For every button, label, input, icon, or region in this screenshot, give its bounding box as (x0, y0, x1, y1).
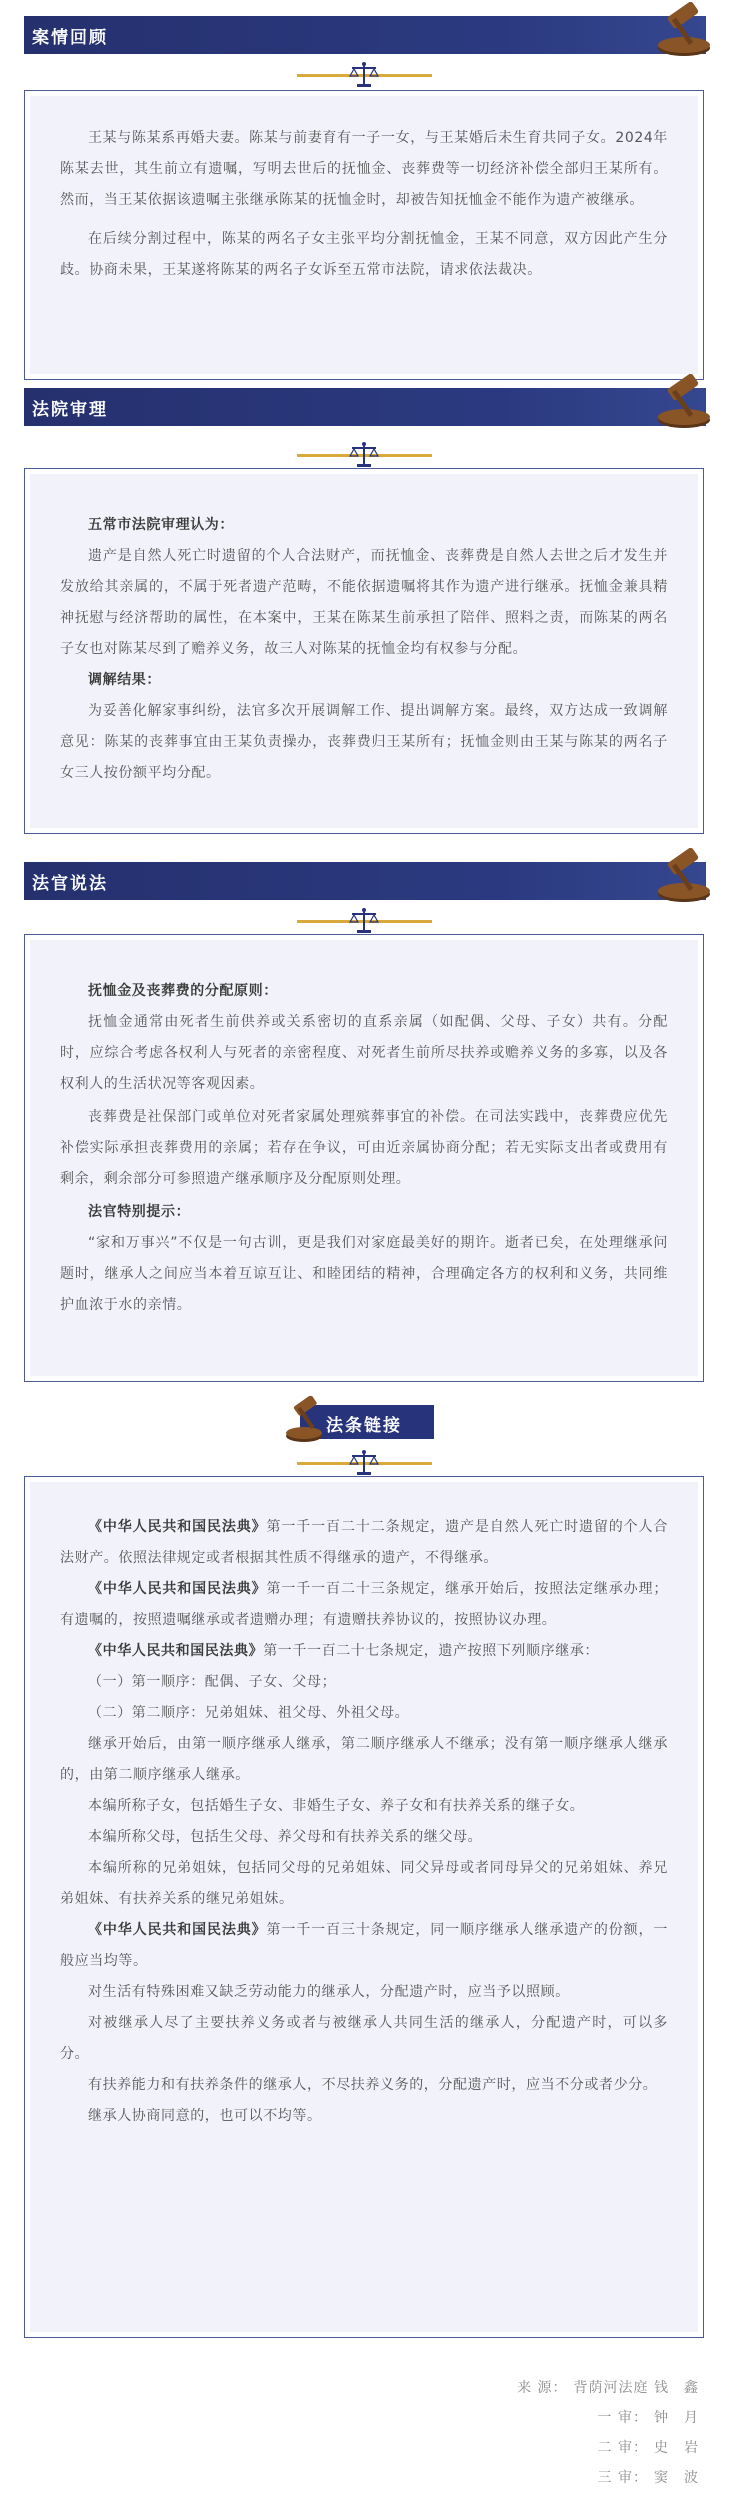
gavel-icon (282, 1396, 326, 1446)
paragraph: 遗产是自然人死亡时遗留的个人合法财产，而抚恤金、丧葬费是自然人去世之后才发生并发放给其亲属的，不属于死者遗产范畴，不能依据遗嘱将其作为遗产进行继承。抚恤金兼具精神抚慰与经济帮助的属性，在本案中，王某在陈某生前承担了陪伴、照料之责，而陈某的两名子女也对陈某尽到了赡养义务，故三人对陈某的抚恤金均有权参与分配。 (60, 548, 668, 657)
credits (399, 2373, 699, 2493)
subheading: 调解结果： (88, 672, 161, 688)
law-article (60, 1512, 668, 1574)
credit-label: 一 审： (597, 2410, 648, 2426)
credit-label: 二 审： (597, 2440, 648, 2456)
gavel-icon (648, 2, 712, 60)
scale-divider (0, 1448, 729, 1478)
list-item: （二）第二顺序：兄弟姐妹、祖父母、外祖父母。 (88, 1705, 410, 1721)
paragraph: 王某与陈某系再婚夫妻。陈某与前妻育有一子一女，与王某婚后未生育共同子女。2024年陈某去世，其生前立有遗嘱，写明去世后的抚恤金、丧葬费等一切经济补偿全部归王某所有。然而，当王某依据该遗嘱主张继承陈某的抚恤金时，却被告知抚恤金不能作为遗产被继承。 (60, 130, 668, 208)
court-review-box (24, 468, 704, 834)
paragraph: 对生活有特殊困难又缺乏劳动能力的继承人，分配遗产时，应当予以照顾。 (88, 1984, 570, 2000)
article-text: 第一千一百三十条规定，同一顺序继承人继承遗产的份额，一般应当均等。 (60, 1922, 668, 1969)
law-article (60, 1574, 668, 1636)
paragraph: “家和万事兴”不仅是一句古训，更是我们对家庭最美好的期许。逝者已矣，在处理继承问题时，继承人之间应当本着互谅互让、和睦团结的精神，合理确定各方的权利和义务，共同维护血浓于水的亲情。 (60, 1235, 668, 1313)
article-text: 第一千一百二十三条规定，继承开始后，按照法定继承办理；有遗嘱的，按照遗嘱继承或者遗赠办理；有遗赠扶养协议的，按照协议办理。 (60, 1581, 668, 1628)
paragraph: 本编所称的兄弟姐妹，包括同父母的兄弟姐妹、同父异母或者同母异父的兄弟姐妹、养兄弟姐妹、有扶养关系的继兄弟姐妹。 (60, 1860, 668, 1907)
paragraph: 继承开始后，由第一顺序继承人继承，第二顺序继承人不继承；没有第一顺序继承人继承的，由第二顺序继承人继承。 (60, 1736, 668, 1783)
credit-value: 史 岩 (654, 2440, 699, 2456)
list-item: （一）第一顺序：配偶、子女、父母； (88, 1674, 337, 1690)
credit-value: 背荫河法庭 钱 鑫 (573, 2380, 699, 2396)
scale-icon (347, 906, 381, 936)
credit-review-1 (399, 2403, 699, 2433)
section-title: 法官说法 (32, 874, 108, 894)
section-title: 法院审理 (32, 400, 108, 420)
section-title: 案情回顾 (32, 28, 108, 48)
code-name: 《中华人民共和国民法典》 (88, 1581, 267, 1597)
article-text: 第一千一百二十七条规定，遗产按照下列顺序继承： (263, 1643, 600, 1659)
credit-label: 来 源： (517, 2380, 568, 2396)
law-links-box (24, 1476, 704, 2338)
paragraph: 抚恤金通常由死者生前供养或关系密切的直系亲属（如配偶、父母、子女）共有。分配时，应综合考虑各权利人与死者的亲密程度、对死者生前所尽扶养或赡养义务的多寡，以及各权利人的生活状况等客观因素。 (60, 1014, 668, 1092)
paragraph: 本编所称子女，包括婚生子女、非婚生子女、养子女和有扶养关系的继子女。 (88, 1798, 585, 1814)
credit-label: 三 审： (597, 2470, 648, 2486)
section-header-judge-says (24, 862, 706, 900)
code-name: 《中华人民共和国民法典》 (88, 1643, 264, 1659)
paragraph: 对被继承人尽了主要扶养义务或者与被继承人共同生活的继承人，分配遗产时，可以多分。 (60, 2015, 668, 2062)
code-name: 《中华人民共和国民法典》 (88, 1922, 267, 1938)
gavel-icon (648, 848, 712, 906)
paragraph: 丧葬费是社保部门或单位对死者家属处理殡葬事宜的补偿。在司法实践中，丧葬费应优先补偿实际承担丧葬费用的亲属；若存在争议，可由近亲属协商分配；若无实际支出者或费用有剩余，剩余部分可参照遗产继承顺序及分配原则处理。 (60, 1109, 668, 1187)
credit-source (399, 2373, 699, 2403)
scale-divider (0, 906, 729, 936)
subheading: 抚恤金及丧葬费的分配原则： (88, 983, 278, 999)
paragraph: 本编所称父母，包括生父母、养父母和有扶养关系的继父母。 (88, 1829, 483, 1845)
gavel-icon (648, 374, 712, 432)
section-header-case-review (24, 16, 706, 54)
subheading: 五常市法院审理认为： (88, 517, 234, 533)
paragraph: 为妥善化解家事纠纷，法官多次开展调解工作、提出调解方案。最终，双方达成一致调解意见：陈某的丧葬事宜由王某负责操办，丧葬费归王某所有；抚恤金则由王某与陈某的两名子女三人按份额平均分配。 (60, 703, 668, 781)
paragraph: 继承人协商同意的，也可以不均等。 (88, 2108, 322, 2124)
subheading: 法官特别提示： (88, 1204, 191, 1220)
paragraph: 有扶养能力和有扶养条件的继承人，不尽扶养义务的，分配遗产时，应当不分或者少分。 (88, 2077, 658, 2093)
paragraph: 在后续分割过程中，陈某的两名子女主张平均分割抚恤金，王某不同意，双方因此产生分歧。协商未果，王某遂将陈某的两名子女诉至五常市法院，请求依法裁决。 (60, 231, 668, 278)
code-name: 《中华人民共和国民法典》 (88, 1519, 267, 1535)
case-review-box (24, 90, 704, 380)
scale-divider (0, 60, 729, 90)
scale-icon (347, 60, 381, 90)
judge-says-box (24, 934, 704, 1382)
law-article (60, 1915, 668, 1977)
credit-value: 钟 月 (654, 2410, 699, 2426)
section-header-court-review (24, 388, 706, 426)
section-title: 法条链接 (326, 1416, 402, 1436)
law-article (60, 1636, 668, 1667)
article-text: 第一千一百二十二条规定，遗产是自然人死亡时遗留的个人合法财产。依照法律规定或者根据其性质不得继承的遗产，不得继承。 (60, 1519, 668, 1566)
credit-review-3 (399, 2463, 699, 2493)
credit-value: 窦 波 (654, 2470, 699, 2486)
scale-icon (347, 440, 381, 470)
scale-icon (347, 1448, 381, 1478)
credit-review-2 (399, 2433, 699, 2463)
scale-divider (0, 440, 729, 470)
